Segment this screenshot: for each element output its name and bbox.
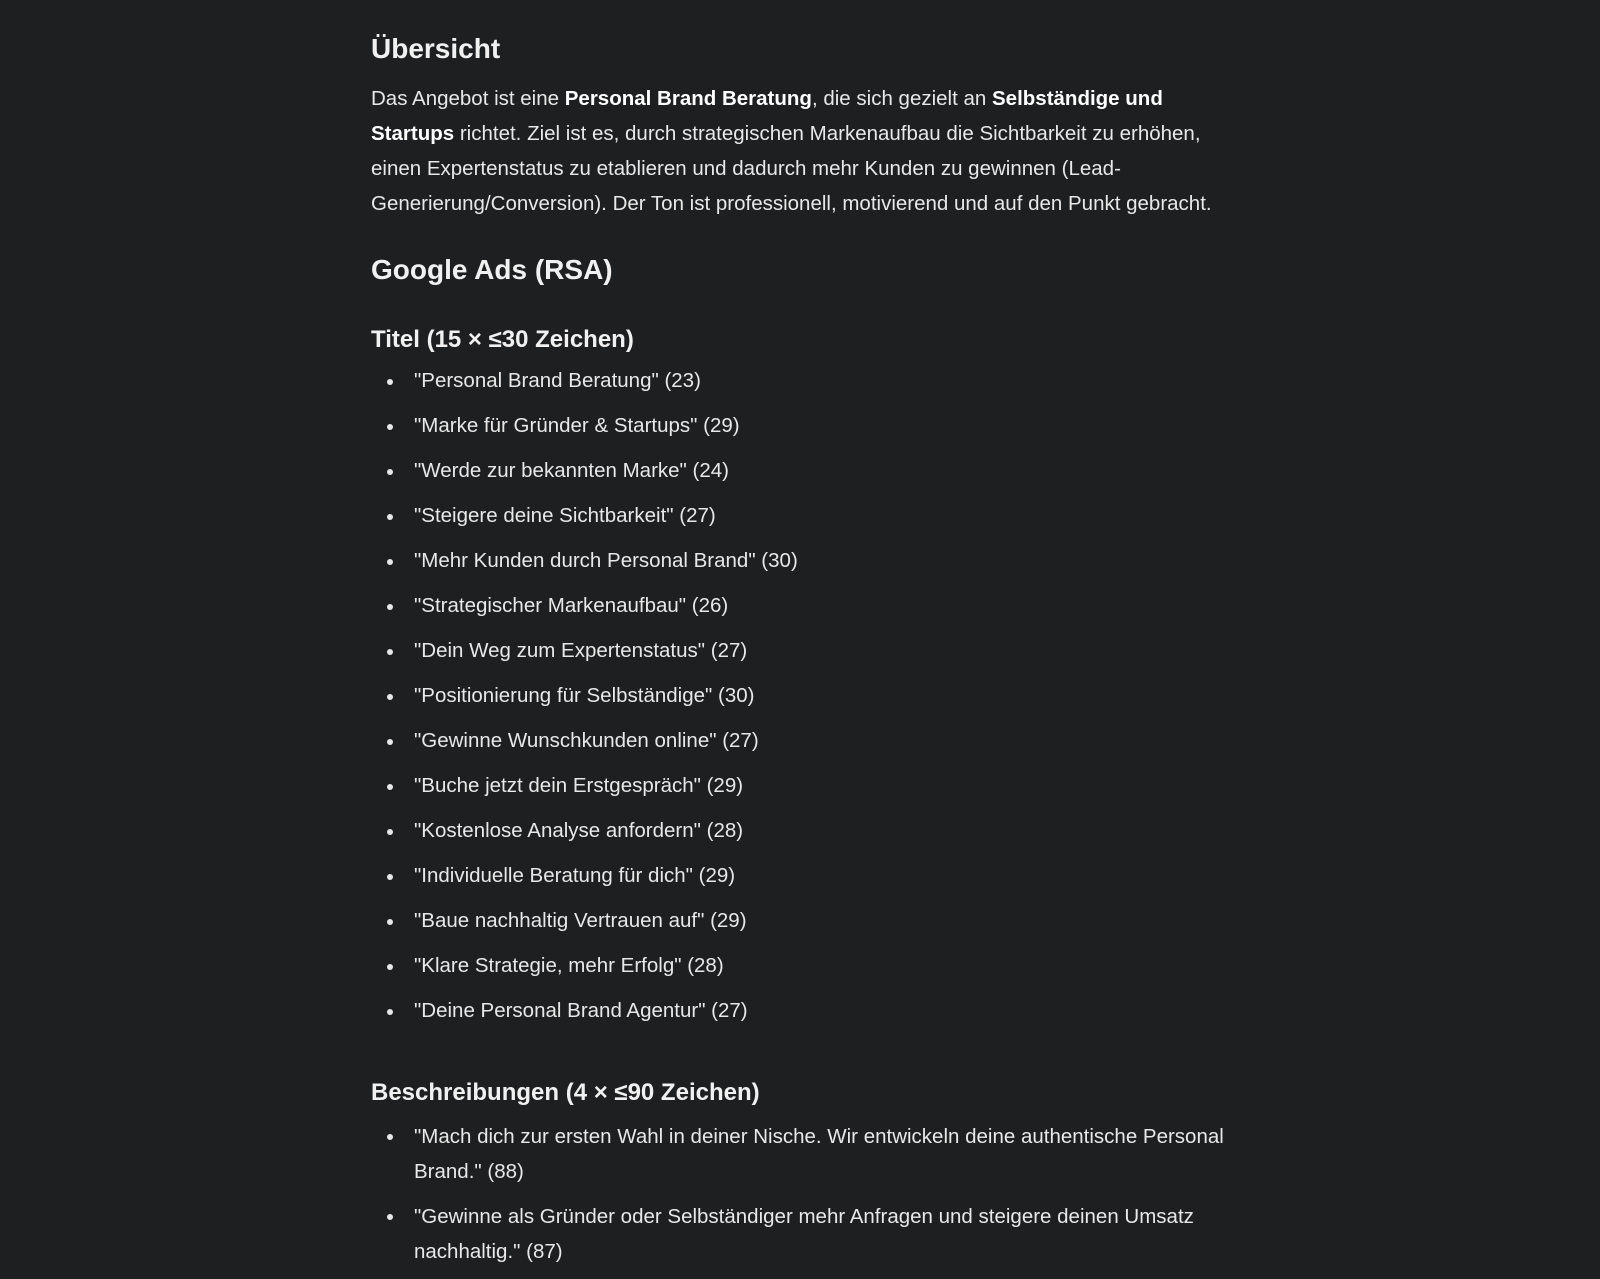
title-item: "Werde zur bekannten Marke" (24): [414, 456, 1251, 501]
descriptions-list: [371, 1119, 1251, 1269]
title-item: "Mehr Kunden durch Personal Brand" (30): [414, 546, 1251, 591]
google-ads-heading: Google Ads (RSA): [371, 254, 613, 285]
title-item: "Kostenlose Analyse anfordern" (28): [414, 816, 1251, 861]
title-item: "Individuelle Beratung für dich" (29): [414, 861, 1251, 906]
description-item: "Gewinne als Gründer oder Selbständiger mehr Anfragen und steigere deinen Umsatz nachhaltig." (87): [414, 1199, 1251, 1269]
intro-bold-audience: Selbständige und Startups: [371, 87, 1163, 145]
overview-paragraph: [371, 81, 1251, 221]
intro-text-2: , die sich gezielt an: [811, 87, 992, 110]
title-item: "Deine Personal Brand Agentur" (27): [414, 996, 1251, 1041]
title-item: "Dein Weg zum Expertenstatus" (27): [414, 636, 1251, 681]
title-item: "Positionierung für Selbständige" (30): [414, 681, 1251, 726]
intro-bold-offer: Personal Brand Beratung: [564, 87, 812, 110]
intro-text-3: richtet. Ziel ist es, durch strategischen Markenaufbau die Sichtbarkeit zu erhöhen, einen Expertenstatus zu etablieren und dadurch mehr Kunden zu gewinnen (Lead-Generierung/Conversion). Der Ton ist professionell, motivierend und auf den Punkt gebracht.: [371, 122, 1212, 215]
document-content: [371, 0, 1251, 1279]
overview-heading: Übersicht: [371, 33, 501, 64]
title-item: "Baue nachhaltig Vertrauen auf" (29): [414, 906, 1251, 951]
title-item: "Strategischer Markenaufbau" (26): [414, 591, 1251, 636]
titles-heading: Titel (15 × ≤30 Zeichen): [371, 326, 634, 353]
title-item: "Gewinne Wunschkunden online" (27): [414, 726, 1251, 771]
title-item: "Steigere deine Sichtbarkeit" (27): [414, 501, 1251, 546]
title-item: "Personal Brand Beratung" (23): [414, 366, 1251, 411]
title-item: "Buche jetzt dein Erstgespräch" (29): [414, 771, 1251, 816]
description-item: "Mach dich zur ersten Wahl in deiner Nische. Wir entwickeln deine authentische Personal Brand." (88): [414, 1119, 1251, 1189]
titles-list: [371, 366, 1251, 1041]
descriptions-heading: Beschreibungen (4 × ≤90 Zeichen): [371, 1079, 760, 1106]
intro-text-1: Das Angebot ist eine: [371, 87, 565, 110]
title-item: "Klare Strategie, mehr Erfolg" (28): [414, 951, 1251, 996]
title-item: "Marke für Gründer & Startups" (29): [414, 411, 1251, 456]
